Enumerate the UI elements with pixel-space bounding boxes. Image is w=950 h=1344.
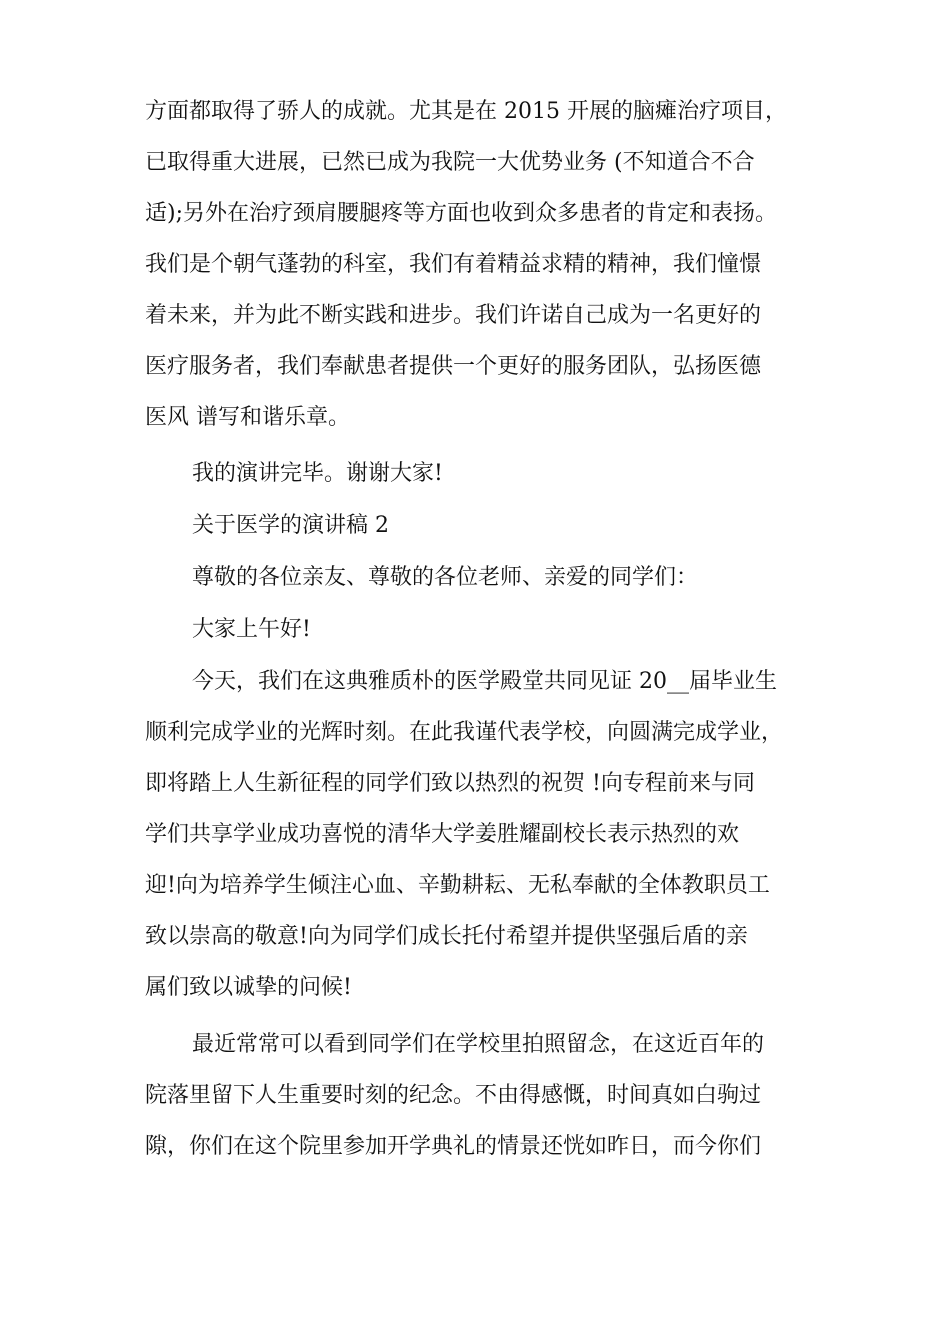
text-line: 顺利完成学业的光辉时刻。在此我谨代表学校，向圆满完成学业， — [145, 720, 784, 745]
text-line: 院落里留下人生重要时刻的纪念。不由得感慨，时间真如白驹过 — [145, 1083, 762, 1108]
text-line: 医疗服务者，我们奉献患者提供一个更好的服务团队，弘扬医德 — [145, 354, 762, 379]
text-line: 即将踏上人生新征程的同学们致以热烈的祝贺 !向专程前来与同 — [145, 771, 755, 796]
text-line: 今天，我们在这典雅质朴的医学殿堂共同见证 20__届毕业生 — [192, 669, 777, 694]
salutation: 尊敬的各位亲友、尊敬的各位老师、亲爱的同学们： — [192, 565, 699, 590]
closing-line: 我的演讲完毕。谢谢大家! — [192, 461, 443, 486]
text-line: 着未来，并为此不断实践和进步。我们许诺自己成为一名更好的 — [145, 303, 762, 328]
text-line: 方面都取得了骄人的成就。尤其是在 2015 开展的脑瘫治疗项目， — [145, 99, 787, 124]
text-line: 学们共享学业成功喜悦的清华大学姜胜耀副校长表示热烈的欢 — [145, 822, 740, 847]
text-line: 属们致以诚挚的问候! — [145, 975, 352, 1000]
text-line: 医风 谱写和谐乐章。 — [145, 405, 350, 430]
text-line: 隙，你们在这个院里参加开学典礼的情景还恍如昨日，而今你们 — [145, 1134, 762, 1159]
text-line: 最近常常可以看到同学们在学校里拍照留念，在这近百年的 — [192, 1032, 765, 1057]
text-line: 迎!向为培养学生倾注心血、辛勤耕耘、无私奉献的全体教职员工 — [145, 873, 770, 898]
text-line: 适);另外在治疗颈肩腰腿疼等方面也收到众多患者的肯定和表扬。 — [145, 201, 777, 226]
section-title: 关于医学的演讲稿 2 — [192, 513, 389, 538]
text-line: 致以崇高的敬意!向为同学们成长托付希望并提供坚强后盾的亲 — [145, 924, 748, 949]
text-line: 我们是个朝气蓬勃的科室，我们有着精益求精的精神，我们憧憬 — [145, 252, 762, 277]
text-line: 已取得重大进展，已然已成为我院一大优势业务 (不知道合不合 — [145, 150, 755, 175]
greeting: 大家上午好! — [192, 617, 311, 642]
